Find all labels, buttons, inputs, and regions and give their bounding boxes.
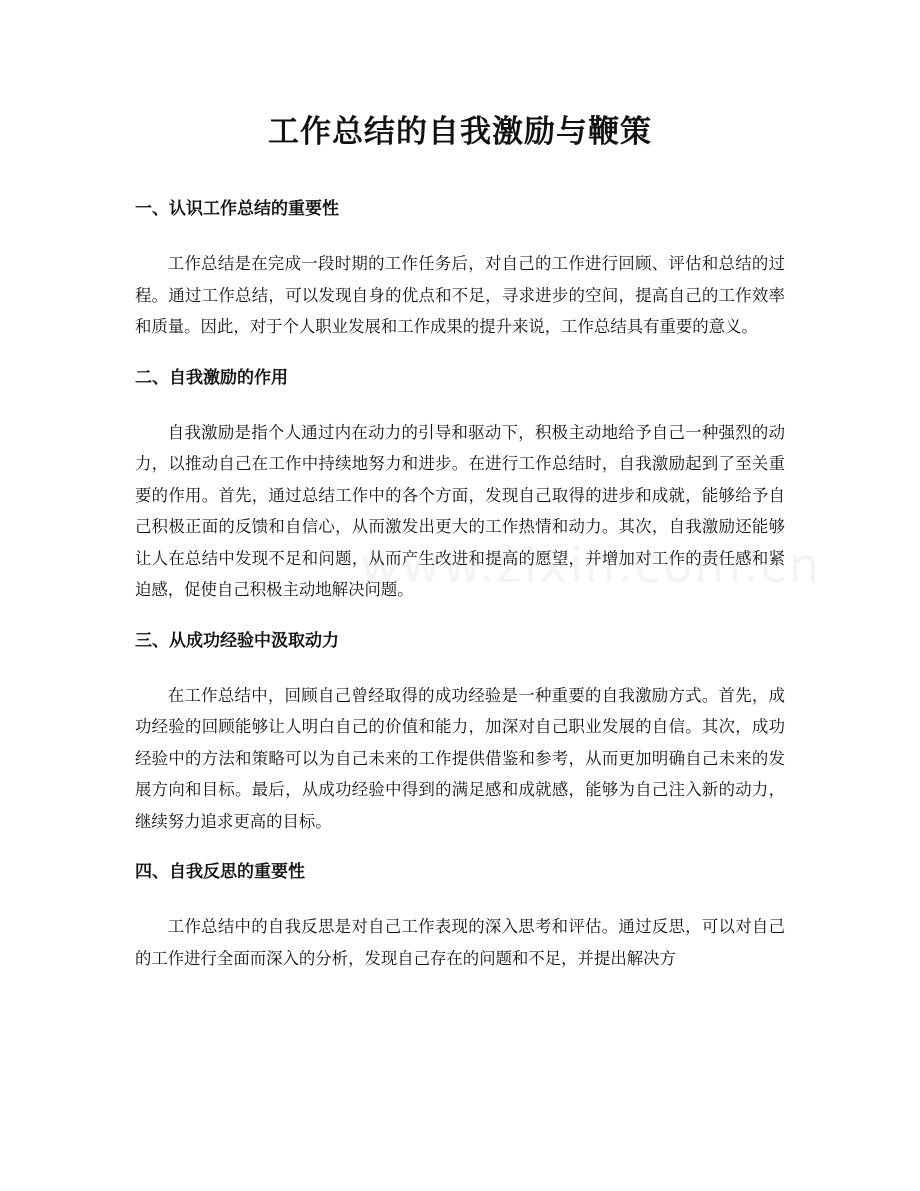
document-title: 工作总结的自我激励与鞭策 bbox=[268, 114, 652, 150]
section-paragraph: 工作总结中的自我反思是对自己工作表现的深入思考和评估。通过反思，可以对自己的工作进行全面而深入的分析，发现自己存在的问题和不足，并提出解决方 bbox=[135, 917, 785, 968]
section-1 bbox=[135, 196, 785, 343]
section-2 bbox=[135, 365, 785, 606]
section-paragraph: 在工作总结中，回顾自己曾经取得的成功经验是一种重要的自我激励方式。首先，成功经验的回顾能够让人明白自己的价值和能力，加深对自己职业发展的自信。其次，成功经验中的方法和策略可以为自己未来的工作提供借鉴和参考，从而更加明确自己未来的发展方向和目标。最后，从成功经验中得到的满足感和成就感，能够为自己注入新的动力，继续努力追求更高的目标。 bbox=[135, 685, 785, 831]
section-3 bbox=[135, 628, 785, 838]
section-heading: 一、认识工作总结的重要性 bbox=[135, 199, 339, 219]
section-heading: 四、自我反思的重要性 bbox=[135, 862, 305, 882]
section-heading: 三、从成功经验中汲取动力 bbox=[135, 630, 339, 651]
section-heading: 二、自我激励的作用 bbox=[135, 367, 288, 388]
section-paragraph: 工作总结是在完成一段时期的工作任务后，对自己的工作进行回顾、评估和总结的过程。通过工作总结，可以发现自身的优点和不足，寻求进步的空间，提高自己的工作效率和质量。因此，对于个人职业发展和工作成果的提升来说，工作总结具有重要的意义。 bbox=[135, 254, 785, 336]
section-4 bbox=[135, 859, 785, 974]
section-paragraph: 自我激励是指个人通过内在动力的引导和驱动下，积极主动地给予自己一种强烈的动力，以推动自己在工作中持续地努力和进步。在进行工作总结时，自我激励起到了至关重要的作用。首先，通过总结工作中的各个方面，发现自己取得的进步和成就，能够给予自己积极正面的反馈和自信心，从而激发出更大的工作热情和动力。其次，自我激励还能够让人在总结中发现不足和问题，从而产生改进和提高的愿望，并增加对工作的责任感和紧迫感，促使自己积极主动地解决问题。 bbox=[135, 422, 785, 599]
